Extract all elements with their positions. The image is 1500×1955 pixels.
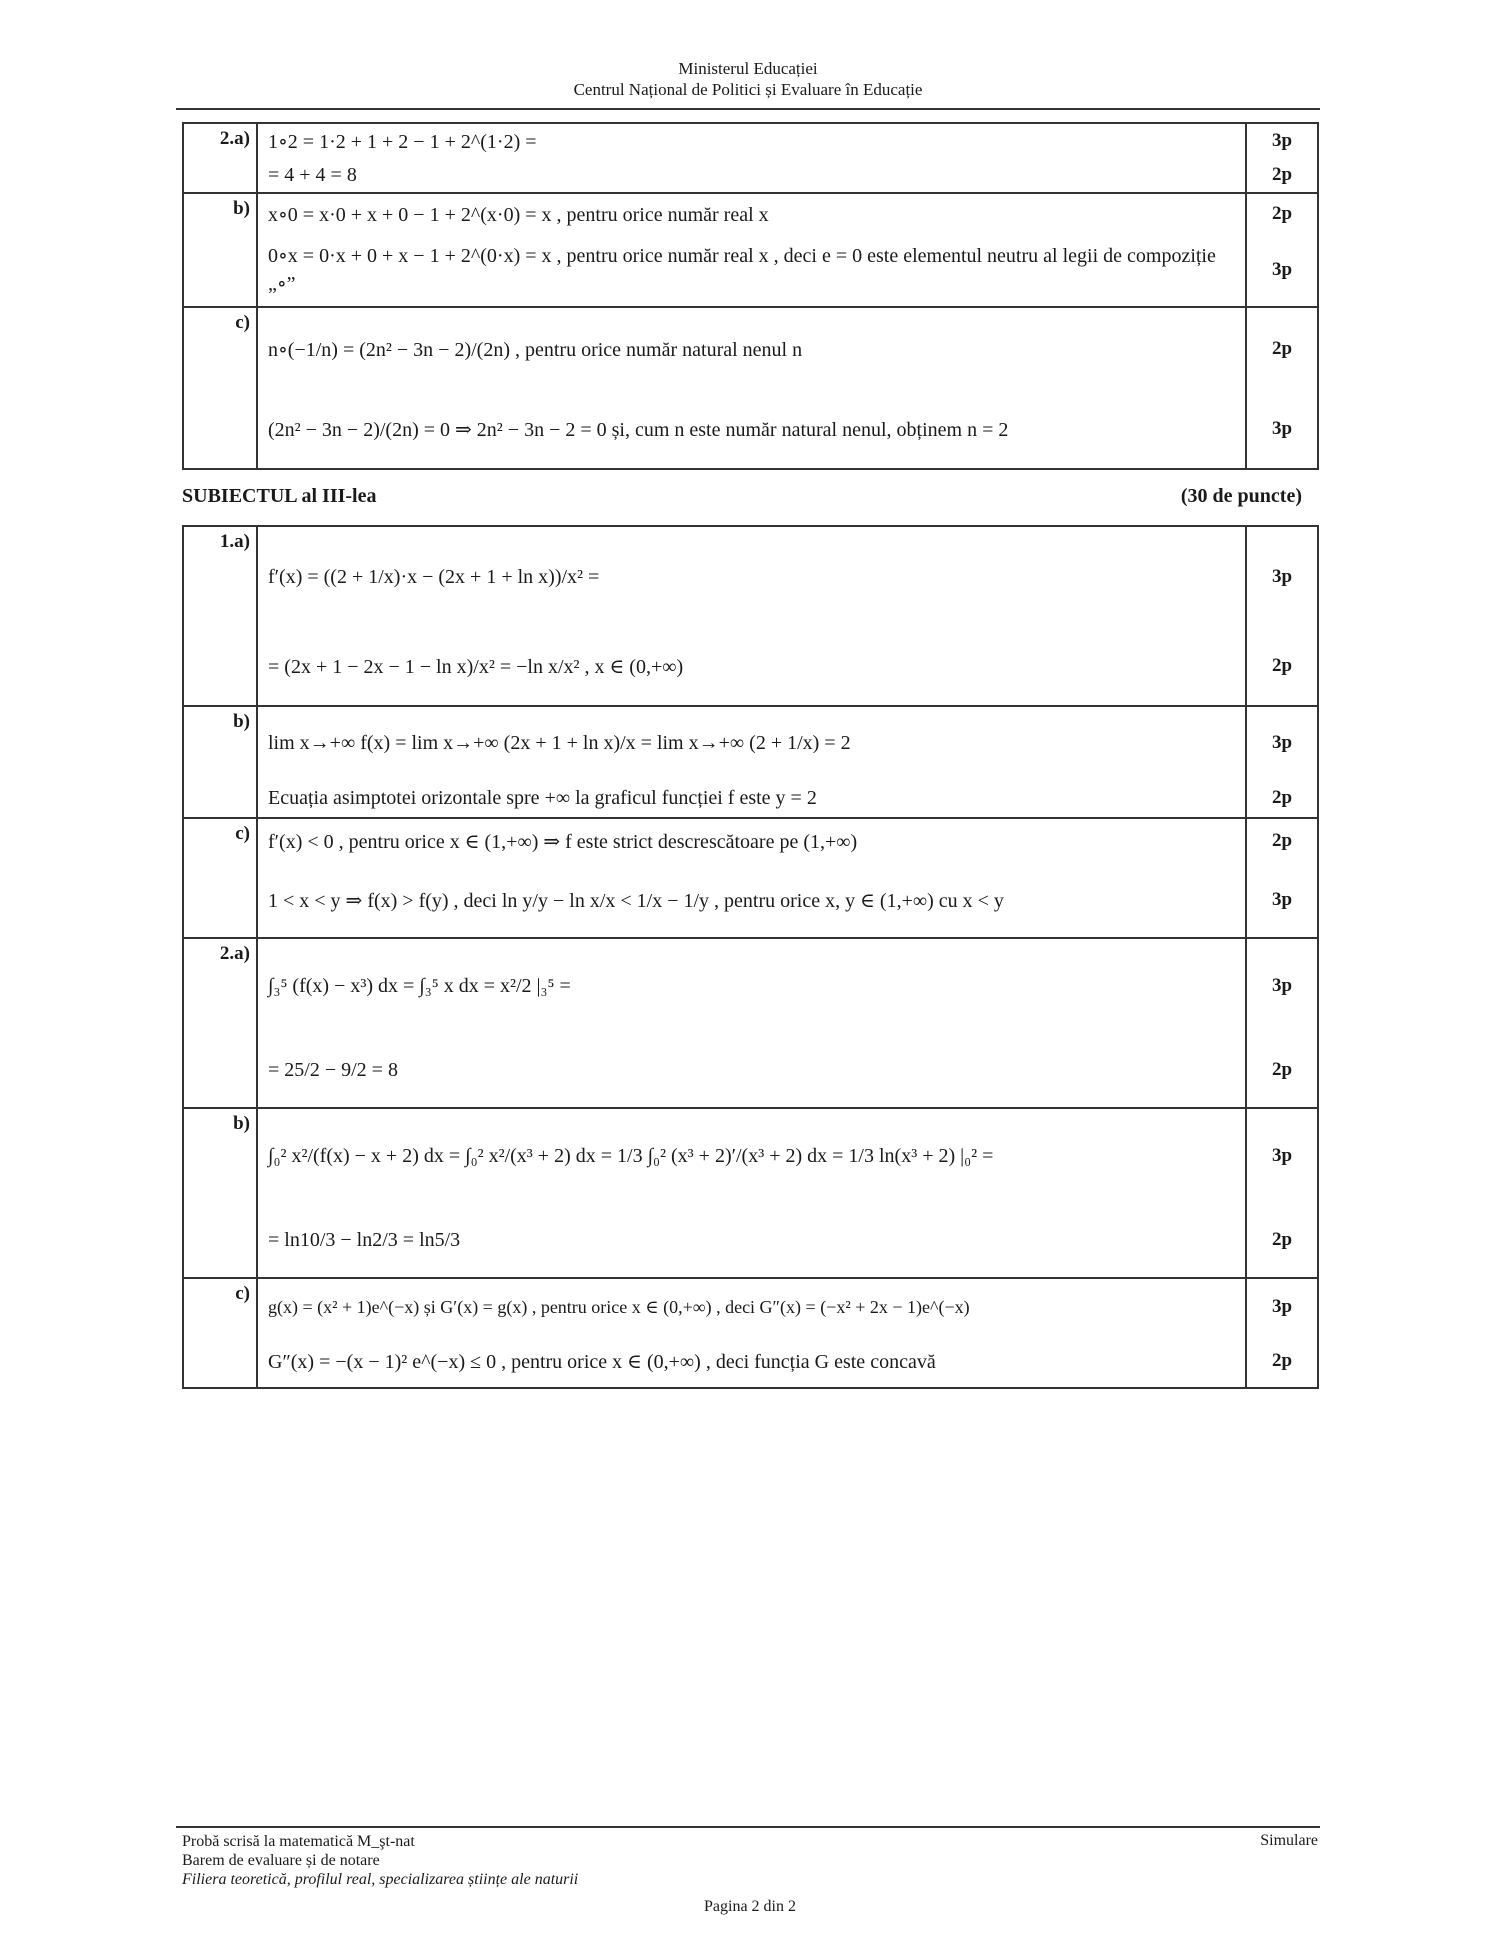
table-row xyxy=(183,1278,1318,1388)
solution-line xyxy=(268,939,1235,1033)
solution-line xyxy=(268,1033,1235,1107)
header-line-2: Centrul Național de Politici și Evaluare în Educație xyxy=(573,80,923,99)
points: 3p xyxy=(1271,975,1293,996)
formula: = 25/2 − 9/2 = 8 xyxy=(268,1058,398,1081)
points-cell xyxy=(1246,193,1318,307)
solution-cell xyxy=(257,307,1246,469)
points: 2p xyxy=(1271,787,1293,808)
footer-info xyxy=(182,1832,578,1889)
formula: = (2x + 1 − 2x − 1 − ln x)/x² = −ln x/x² , x ∈ (0,+∞) xyxy=(268,655,684,678)
points: 2p xyxy=(1271,1059,1293,1080)
solution-line xyxy=(268,158,1235,192)
formula: x∘0 = x·0 + x + 0 − 1 + 2^(x·0) = x , pentru orice număr real x xyxy=(268,203,769,226)
item-label: c) xyxy=(183,818,257,938)
item-label: b) xyxy=(183,706,257,818)
formula: f′(x) = ((2 + 1/x)·x − (2x + 1 + ln x))/x² = xyxy=(268,565,600,588)
item-label: 1.a) xyxy=(183,526,257,706)
solution-line xyxy=(268,390,1235,468)
formula: f′(x) < 0 , pentru orice x ∈ (1,+∞) ⇒ f este strict descrescătoare pe (1,+∞) xyxy=(268,830,858,853)
solution-line xyxy=(268,527,1235,627)
solution-line xyxy=(268,1109,1235,1203)
footer-line-2: Barem de evaluare și de notare xyxy=(182,1852,380,1869)
item-label: b) xyxy=(183,193,257,307)
table-row xyxy=(183,818,1318,938)
points-cell xyxy=(1246,307,1318,469)
table-row xyxy=(183,307,1318,469)
section-points: (30 de puncte) xyxy=(1180,485,1302,507)
formula: = 4 + 4 = 8 xyxy=(268,163,357,186)
page-header xyxy=(176,58,1320,100)
header-rule xyxy=(176,108,1320,110)
points-cell xyxy=(1246,706,1318,818)
solution-cell xyxy=(257,818,1246,938)
formula: ∫₀² x²/(f(x) − x + 2) dx = ∫₀² x²/(x³ + 2) dx = 1/3 ∫₀² (x³ + 2)′/(x³ + 2) dx = 1/3 ln(x³ + 2) |₀² = xyxy=(268,1144,994,1167)
formula: 1∘2 = 1·2 + 1 + 2 − 1 + 2^(1·2) = xyxy=(268,130,537,153)
points: 3p xyxy=(1271,1145,1293,1166)
points: 2p xyxy=(1271,1229,1293,1250)
points: 2p xyxy=(1271,338,1293,359)
item-label: c) xyxy=(183,307,257,469)
page-number: Pagina 2 din 2 xyxy=(704,1898,796,1915)
points-cell xyxy=(1246,818,1318,938)
solution-line xyxy=(268,194,1235,234)
solution-line xyxy=(268,1279,1235,1335)
points: 2p xyxy=(1271,164,1293,185)
formula: G″(x) = −(x − 1)² e^(−x) ≤ 0 , pentru orice x ∈ (0,+∞) , deci funcția G este concavă xyxy=(268,1350,936,1373)
points: 2p xyxy=(1271,1350,1293,1371)
table-row xyxy=(183,123,1318,193)
grading-table-2 xyxy=(182,525,1319,1389)
points: 3p xyxy=(1271,1296,1293,1317)
table-row xyxy=(183,526,1318,706)
solution-line xyxy=(268,308,1235,390)
points-cell xyxy=(1246,1108,1318,1278)
item-label: 2.a) xyxy=(183,123,257,193)
formula: (2n² − 3n − 2)/(2n) = 0 ⇒ 2n² − 3n − 2 = 0 și, cum n este număr natural nenul, obținem n = 2 xyxy=(268,418,1009,441)
table-row xyxy=(183,706,1318,818)
solution-cell xyxy=(257,193,1246,307)
points: 3p xyxy=(1271,259,1293,280)
solution-line xyxy=(268,779,1235,817)
formula: 0∘x = 0·x + 0 + x − 1 + 2^(0·x) = x , pentru orice număr real x , deci e = 0 este elementul neutru al legii de compoziție „∘” xyxy=(268,245,1216,295)
formula: ∫₃⁵ (f(x) − x³) dx = ∫₃⁵ x dx = x²/2 |₃⁵ = xyxy=(268,974,571,997)
solution-line xyxy=(268,1203,1235,1277)
solution-cell xyxy=(257,123,1246,193)
table-row xyxy=(183,1108,1318,1278)
solution-line xyxy=(268,124,1235,158)
solution-line xyxy=(268,863,1235,937)
points-cell xyxy=(1246,526,1318,706)
solution-cell xyxy=(257,1108,1246,1278)
solution-cell xyxy=(257,526,1246,706)
points-cell xyxy=(1246,123,1318,193)
formula: 1 < x < y ⇒ f(x) > f(y) , deci ln y/y − ln x/x < 1/x − 1/y , pentru orice x, y ∈ (1,+∞) cu x < y xyxy=(268,889,1004,912)
table-row xyxy=(183,193,1318,307)
points-cell xyxy=(1246,938,1318,1108)
footer-simulation-label: Simulare xyxy=(1260,1832,1318,1849)
solution-cell xyxy=(257,1278,1246,1388)
solution-line xyxy=(268,234,1235,306)
section-title: SUBIECTUL al III-lea xyxy=(182,485,377,507)
table-row xyxy=(183,938,1318,1108)
solution-line xyxy=(268,707,1235,779)
formula: Ecuația asimptotei orizontale spre +∞ la graficul funcției f este y = 2 xyxy=(268,786,817,809)
formula: n∘(−1/n) = (2n² − 3n − 2)/(2n) , pentru orice număr natural nenul n xyxy=(268,338,803,361)
points: 2p xyxy=(1271,655,1293,676)
points: 3p xyxy=(1271,566,1293,587)
points: 3p xyxy=(1271,889,1293,910)
points: 3p xyxy=(1271,418,1293,439)
points: 3p xyxy=(1271,732,1293,753)
solution-line xyxy=(268,1335,1235,1387)
header-line-1: Ministerul Educației xyxy=(678,59,818,78)
item-label: c) xyxy=(183,1278,257,1388)
formula: = ln10/3 − ln2/3 = ln5/3 xyxy=(268,1228,461,1251)
solution-line xyxy=(268,627,1235,705)
points: 2p xyxy=(1271,203,1293,224)
formula: lim x→+∞ f(x) = lim x→+∞ (2x + 1 + ln x)/x = lim x→+∞ (2 + 1/x) = 2 xyxy=(268,731,851,754)
footer-line-3: Filiera teoretică, profilul real, specializarea științe ale naturii xyxy=(182,1871,579,1888)
footer-line-1: Probă scrisă la matematică M_şt-nat xyxy=(182,1833,415,1850)
section-heading xyxy=(182,485,1302,508)
points: 3p xyxy=(1271,130,1293,151)
solution-line xyxy=(268,819,1235,863)
solution-cell xyxy=(257,938,1246,1108)
solution-cell xyxy=(257,706,1246,818)
item-label: 2.a) xyxy=(183,938,257,1108)
points: 2p xyxy=(1271,830,1293,851)
footer-rule xyxy=(176,1826,1320,1828)
formula: g(x) = (x² + 1)e^(−x) și G′(x) = g(x) , pentru orice x ∈ (0,+∞) , deci G″(x) = (−x² + 2x − 1)e^(−x) xyxy=(268,1296,970,1317)
points-cell xyxy=(1246,1278,1318,1388)
item-label: b) xyxy=(183,1108,257,1278)
grading-table-1 xyxy=(182,122,1319,470)
